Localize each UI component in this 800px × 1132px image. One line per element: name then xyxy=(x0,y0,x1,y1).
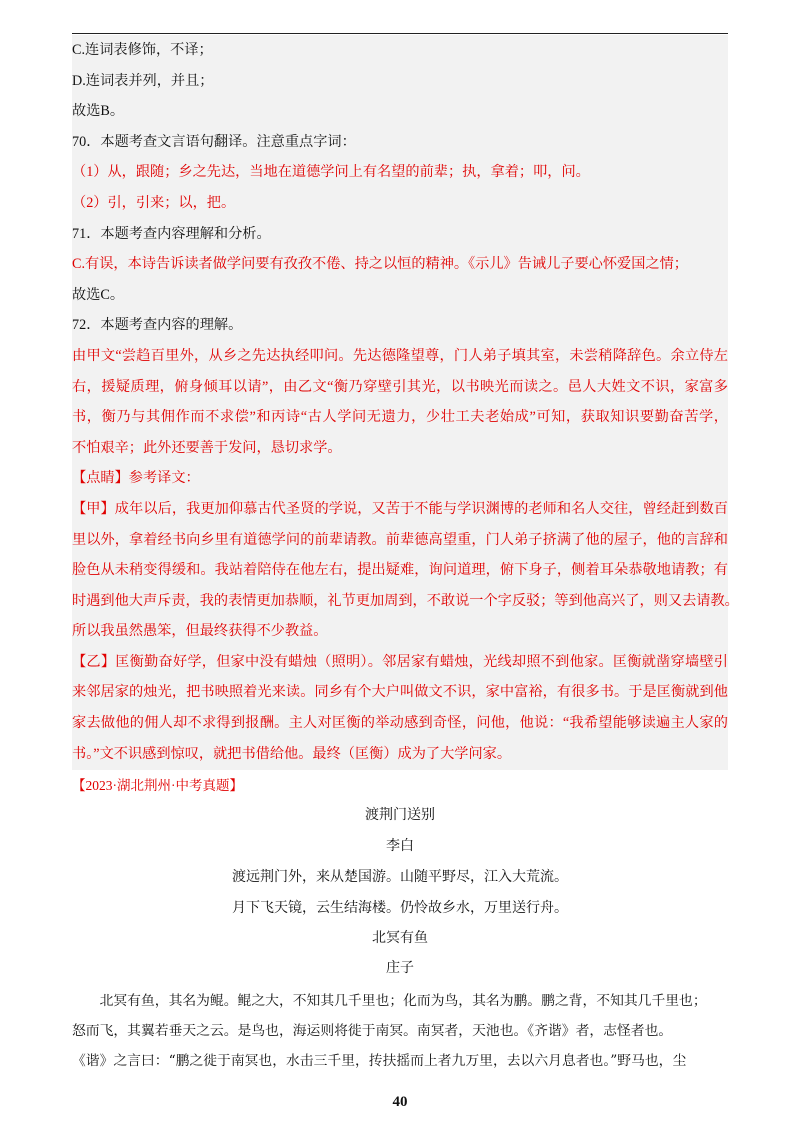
answer-line: 【甲】成年以后，我更加仰慕古代圣贤的学说，又苦于不能与学识渊博的老师和名人交往，曾经赶到数百 xyxy=(72,500,728,517)
answer-line: 所以我虽然愚笨，但最终获得不少教益。 xyxy=(72,623,328,640)
answer-line: 70．本题考查文言语句翻译。注意重点字词： xyxy=(72,133,356,150)
answer-line: 里以外，拿着经书向乡里有道德学问的前辈请教。前辈德高望重，门人弟子挤满了他的屋子，他的言辞和 xyxy=(72,531,728,548)
answer-line: 故选C。 xyxy=(72,286,125,303)
poem-author: 李白 xyxy=(386,838,414,854)
prose-title: 北冥有鱼 xyxy=(372,930,428,946)
answer-line: 脸色从未稍变得缓和。我站着陪侍在他左右，提出疑难，询问道理，俯下身子，侧着耳朵恭敬地请教；有 xyxy=(72,562,728,579)
page-number: 40 xyxy=(392,1094,408,1110)
answer-line: 书，衡乃与其佣作而不求偿”和丙诗“古人学问无遗力，少壮工夫老始成”可知，获取知识要勤奋苦学， xyxy=(72,409,728,426)
poem-line: 渡远荆门外，来从楚国游。山随平野尽，江入大荒流。 xyxy=(232,869,568,885)
answer-line: 家去做他的佣人却不求得到报酬。主人对匡衡的举动感到奇怪，问他，他说：“我希望能够读遍主人家的 xyxy=(72,715,728,732)
answer-line: 故选B。 xyxy=(72,103,125,120)
source-tag: 【2023·湖北荆州·中考真题】 xyxy=(72,778,243,793)
top-rule xyxy=(72,33,728,34)
answer-line: 由甲文“尝趋百里外，从乡之先达执经叩问。先达德隆望尊，门人弟子填其室，未尝稍降辞色。余立侍左 xyxy=(72,347,728,364)
prose-author: 庄子 xyxy=(386,960,414,976)
answer-line: 书。”文不识感到惊叹，就把书借给他。最终（匡衡）成为了大学问家。 xyxy=(72,745,512,762)
answer-line: D.连词表并列，并且； xyxy=(72,72,214,89)
answer-line: C.有误，本诗告诉读者做学问要有孜孜不倦、持之以恒的精神。《示儿》告诫儿子要心怀爱国之情； xyxy=(72,256,688,273)
answer-line: （1）从，跟随；乡之先达，当地在道德学问上有名望的前辈；执，拿着；叩，问。 xyxy=(72,164,590,181)
answer-line: C.连词表修饰，不译； xyxy=(72,42,213,58)
prose-line: 北冥有鱼，其名为鲲。鲲之大，不知其几千里也；化而为鸟，其名为鹏。鹏之背，不知其几千里也； xyxy=(72,993,707,1009)
answer-explanation-block xyxy=(72,35,739,770)
answer-line: 72．本题考查内容的理解。 xyxy=(72,317,243,334)
prose-line: 怒而飞，其翼若垂天之云。是鸟也，海运则将徙于南冥。南冥者，天池也。《齐谐》者，志怪者也。 xyxy=(72,1023,673,1039)
answer-line: 右，援疑质理，俯身倾耳以请”，由乙文“衡乃穿壁引其光，以书映光而读之。邑人大姓文不识，家富多 xyxy=(72,378,728,395)
poem-line: 月下飞天镜，云生结海楼。仍怜故乡水，万里送行舟。 xyxy=(232,900,568,916)
answer-line: 不怕艰辛；此外还要善于发问，恳切求学。 xyxy=(72,439,342,456)
answer-line: （2）引，引来；以，把。 xyxy=(72,194,236,211)
answer-line: 71．本题考查内容理解和分析。 xyxy=(72,225,271,242)
answer-line: 【点睛】参考译文： xyxy=(72,470,200,487)
answer-line: 时遇到他大声斥责，我的表情更加恭顺，礼节更加周到，不敢说一个字反驳；等到他高兴了，则又去请教。 xyxy=(72,592,739,609)
answer-line: 【乙】匡衡勤奋好学，但家中没有蜡烛（照明）。邻居家有蜡烛，光线却照不到他家。匡衡就凿穿墙壁引 xyxy=(72,653,728,670)
poem-title: 渡荆门送别 xyxy=(365,807,435,823)
prose-line: 《谐》之言曰：“鹏之徙于南冥也，水击三千里，抟扶摇而上者九万里，去以六月息者也。”野马也，尘 xyxy=(72,1053,687,1069)
answer-line: 来邻居家的烛光，把书映照着光来读。同乡有个大户叫做文不识，家中富裕，有很多书。于是匡衡就到他 xyxy=(72,684,728,701)
